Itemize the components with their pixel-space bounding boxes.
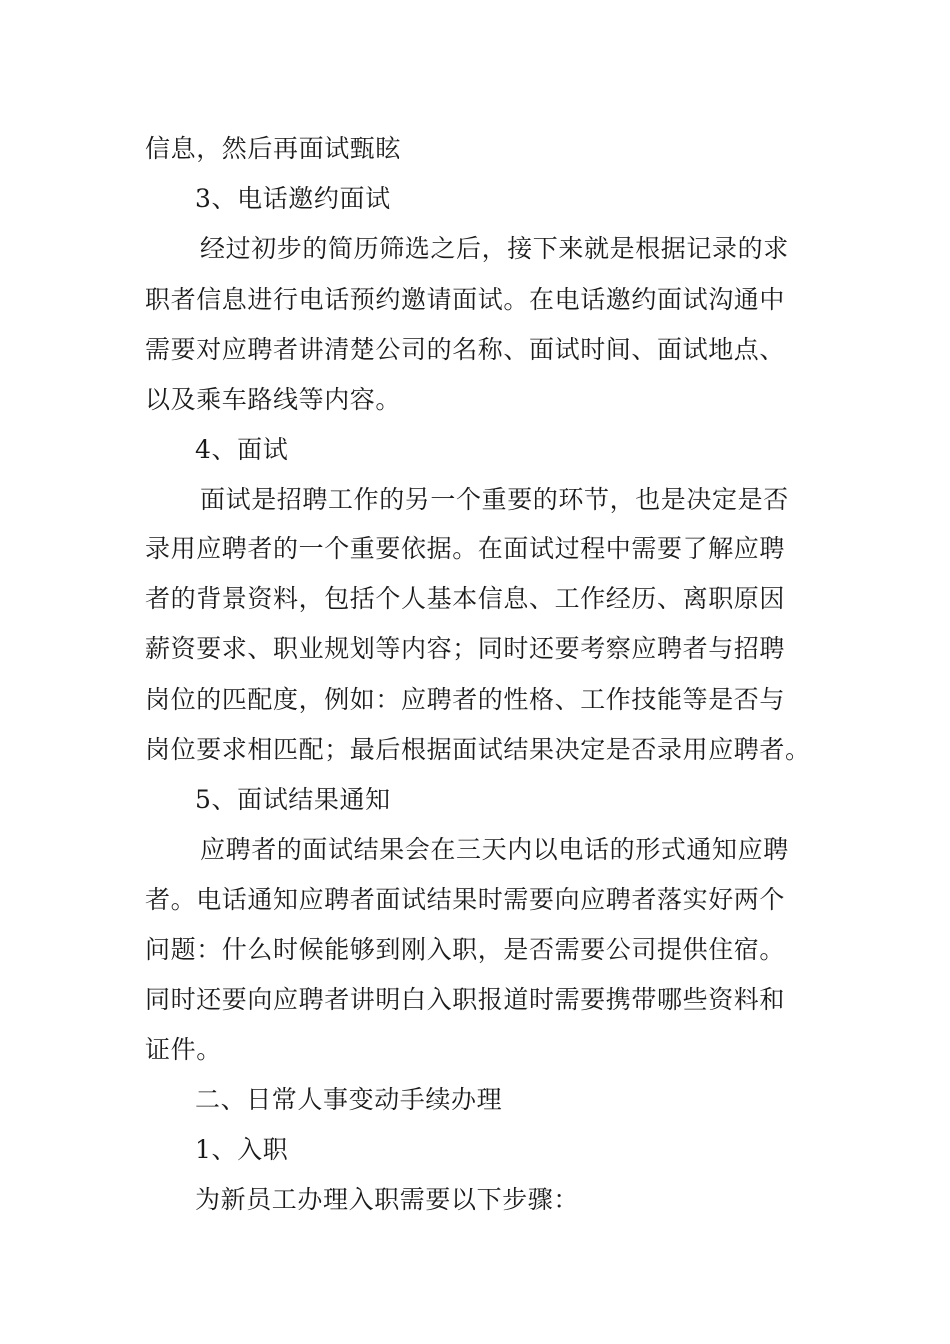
text-line: 者的背景资料，包括个人基本信息、工作经历、离职原因 <box>145 584 786 613</box>
section-heading-result-notice: 5、面试结果通知 <box>195 785 391 814</box>
section-heading-onboarding: 1、入职 <box>195 1135 289 1164</box>
paragraph-first-line: 面试是招聘工作的另一个重要的环节，也是决定是否 <box>200 485 789 514</box>
text-line: 录用应聘者的一个重要依据。在面试过程中需要了解应聘 <box>145 534 786 563</box>
text-line: 岗位的匹配度，例如：应聘者的性格、工作技能等是否与 <box>145 685 786 714</box>
paragraph-first-line: 经过初步的简历筛选之后，接下来就是根据记录的求 <box>200 234 789 263</box>
section-heading-interview: 4、面试 <box>195 435 289 464</box>
text-line: 岗位要求相匹配；最后根据面试结果决定是否录用应聘者。 <box>145 735 811 764</box>
text-line: 证件。 <box>145 1035 222 1064</box>
text-line: 职者信息进行电话预约邀请面试。在电话邀约面试沟通中 <box>145 285 786 314</box>
chapter-heading-personnel-changes: 二、日常人事变动手续办理 <box>195 1085 503 1114</box>
text-line: 问题：什么时候能够到刚入职，是否需要公司提供住宿。 <box>145 935 786 964</box>
text-line: 需要对应聘者讲清楚公司的名称、面试时间、面试地点、 <box>145 335 786 364</box>
text-line: 薪资要求、职业规划等内容；同时还要考察应聘者与招聘 <box>145 634 786 663</box>
text-line: 同时还要向应聘者讲明白入职报道时需要携带哪些资料和 <box>145 985 786 1014</box>
paragraph-first-line: 为新员工办理入职需要以下步骤： <box>195 1185 580 1214</box>
paragraph-first-line: 应聘者的面试结果会在三天内以电话的形式通知应聘 <box>200 835 789 864</box>
text-line: 信息，然后再面试甄眩 <box>145 134 402 163</box>
section-heading-phone-invitation: 3、电话邀约面试 <box>195 184 391 213</box>
text-line: 者。电话通知应聘者面试结果时需要向应聘者落实好两个 <box>145 885 786 914</box>
text-line: 以及乘车路线等内容。 <box>145 385 402 414</box>
